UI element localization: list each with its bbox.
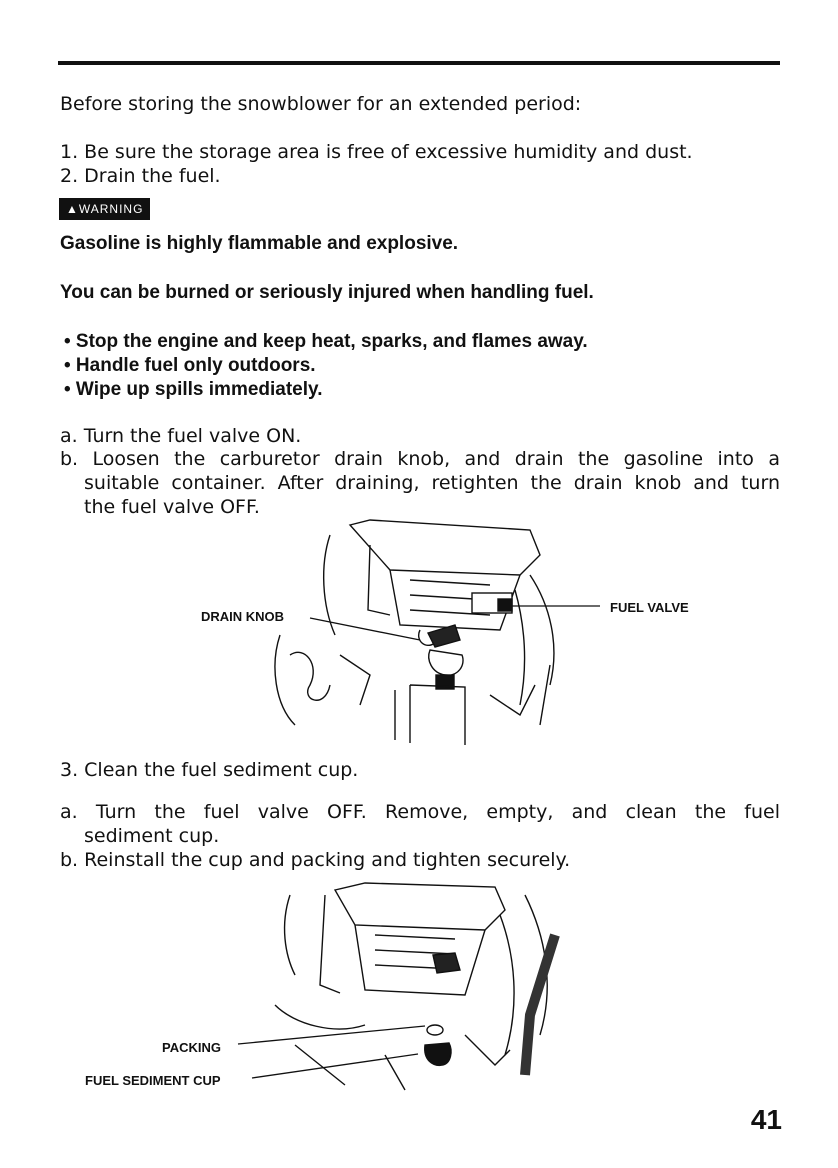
warning-line-2: You can be burned or seriously injured when handling fuel.	[60, 282, 594, 303]
drain-step-b	[60, 447, 780, 519]
warning-bullet: • Handle fuel only outdoors.	[64, 355, 316, 376]
clean-step-b: b. Reinstall the cup and packing and tighten securely.	[60, 849, 571, 871]
warning-bullet: • Stop the engine and keep heat, sparks, and flames away.	[64, 331, 588, 352]
drain-knob-label: DRAIN KNOB	[201, 609, 285, 624]
step-1: 1. Be sure the storage area is free of excessive humidity and dust.	[60, 141, 693, 163]
fuel-valve-label: FUEL VALVE	[610, 600, 689, 615]
warning-bullet: • Wipe up spills immediately.	[64, 379, 323, 400]
step-2: 2. Drain the fuel.	[60, 165, 221, 187]
warning-line-1: Gasoline is highly flammable and explosive.	[60, 233, 459, 254]
drain-step-a: a. Turn the fuel valve ON.	[60, 425, 302, 447]
drain-step-b-line: the fuel valve OFF.	[84, 496, 260, 518]
warning-badge: ▲WARNING	[59, 198, 150, 220]
step-3: 3. Clean the fuel sediment cup.	[60, 759, 359, 781]
callout-lines	[290, 600, 620, 660]
fuel-sediment-cup-label: FUEL SEDIMENT CUP	[85, 1073, 221, 1088]
page-number: 41	[750, 1104, 782, 1135]
clean-step-a-line: a. Turn the fuel valve OFF. Remove, empty, and clean the fuel	[60, 801, 780, 823]
callout-lines	[230, 1020, 450, 1090]
clean-step-a-line: sediment cup.	[84, 825, 220, 847]
clean-step-a	[60, 800, 780, 848]
drain-step-b-line: suitable container. After draining, retighten the drain knob and turn	[84, 472, 780, 494]
header-rule	[58, 61, 780, 65]
drain-step-b-line: b. Loosen the carburetor drain knob, and drain the gasoline into a	[60, 448, 780, 470]
intro-text: Before storing the snowblower for an extended period:	[60, 93, 582, 115]
packing-label: PACKING	[162, 1040, 221, 1055]
